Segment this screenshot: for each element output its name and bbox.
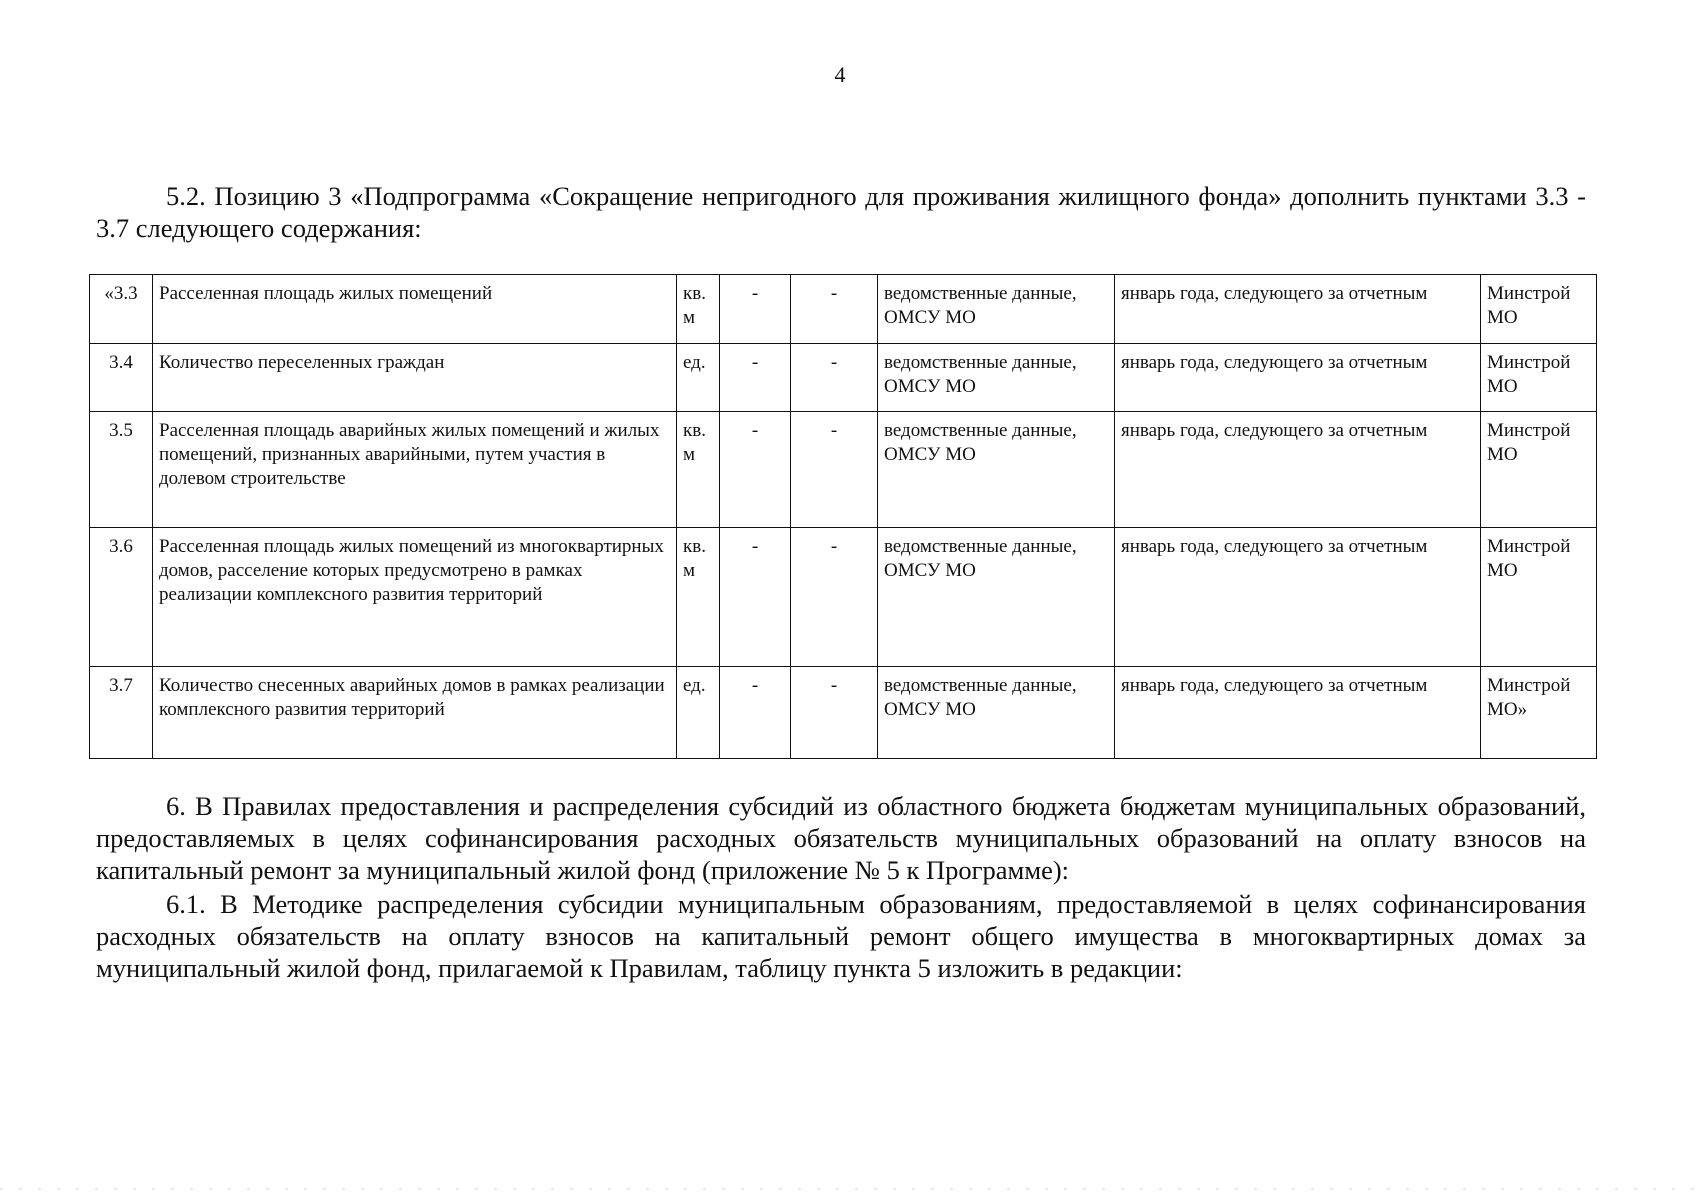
indicator-name: Расселенная площадь аварийных жилых помещений и жилых помещений, признанных аварийными, путем участия в долевом строительстве [153, 412, 677, 528]
deadline-cell: январь года, следующего за отчетным [1115, 344, 1481, 412]
intro-paragraph: 5.2. Позицию 3 «Подпрограмма «Сокращение непригодного для проживания жилищного фонда» дополнить пунктами 3.3 - 3.7 следующего содержания: [96, 181, 1586, 243]
value-cell: - [720, 412, 791, 528]
indicator-name: Расселенная площадь жилых помещений из многоквартирных домов, расселение которых предусмотрено в рамках реализации комплексного развития территорий [153, 528, 677, 667]
value-cell: - [720, 667, 791, 759]
value-cell: - [720, 528, 791, 667]
source-cell: ведомственные данные, ОМСУ МО [878, 275, 1115, 344]
table-row [90, 275, 1597, 344]
value-cell: - [720, 344, 791, 412]
deadline-cell: январь года, следующего за отчетным [1115, 528, 1481, 667]
unit-cell: кв. м [677, 412, 720, 528]
value-cell: - [720, 275, 791, 344]
source-cell: ведомственные данные, ОМСУ МО [878, 412, 1115, 528]
value-cell: - [791, 344, 878, 412]
table-row [90, 412, 1597, 528]
page-number: 4 [834, 62, 846, 87]
responsible-cell: Минстрой МО [1481, 344, 1597, 412]
table-row [90, 667, 1597, 759]
scan-artifact-line [0, 1188, 1701, 1190]
value-cell: - [791, 528, 878, 667]
deadline-cell: январь года, следующего за отчетным [1115, 275, 1481, 344]
unit-cell: ед. [677, 667, 720, 759]
unit-cell: кв. м [677, 275, 720, 344]
paragraph-6: 6. В Правилах предоставления и распределения субсидий из областного бюджета бюджетам муниципальных образований, предоставляемых в целях софинансирования расходных обязательств муниципальных образований на оплату взносов на капитальный ремонт за муниципальный жилой фонд (приложение № 5 к Программе): [96, 791, 1586, 885]
responsible-cell: Минстрой МО [1481, 412, 1597, 528]
responsible-cell: Минстрой МО [1481, 528, 1597, 667]
value-cell: - [791, 667, 878, 759]
value-cell: - [791, 412, 878, 528]
table-row [90, 344, 1597, 412]
row-number: 3.7 [90, 667, 153, 759]
indicator-name: Количество переселенных граждан [153, 344, 677, 412]
value-cell: - [791, 275, 878, 344]
unit-cell: кв. м [677, 528, 720, 667]
source-cell: ведомственные данные, ОМСУ МО [878, 344, 1115, 412]
unit-cell: ед. [677, 344, 720, 412]
table-row [90, 528, 1597, 667]
deadline-cell: январь года, следующего за отчетным [1115, 667, 1481, 759]
row-number: 3.5 [90, 412, 153, 528]
row-number: «3.3 [90, 275, 153, 344]
indicator-name: Количество снесенных аварийных домов в рамках реализации комплексного развития территорий [153, 667, 677, 759]
responsible-cell: Минстрой МО» [1481, 667, 1597, 759]
indicators-table [89, 274, 1597, 759]
source-cell: ведомственные данные, ОМСУ МО [878, 667, 1115, 759]
paragraph-6-1: 6.1. В Методике распределения субсидии муниципальным образованиям, предоставляемой в целях софинансирования расходных обязательств на оплату взносов на капитальный ремонт общего имущества в многоквартирных домах за муниципальный жилой фонд, прилагаемой к Правилам, таблицу пункта 5 изложить в редакции: [96, 889, 1586, 983]
row-number: 3.4 [90, 344, 153, 412]
deadline-cell: январь года, следующего за отчетным [1115, 412, 1481, 528]
source-cell: ведомственные данные, ОМСУ МО [878, 528, 1115, 667]
row-number: 3.6 [90, 528, 153, 667]
indicator-name: Расселенная площадь жилых помещений [153, 275, 677, 344]
responsible-cell: Минстрой МО [1481, 275, 1597, 344]
